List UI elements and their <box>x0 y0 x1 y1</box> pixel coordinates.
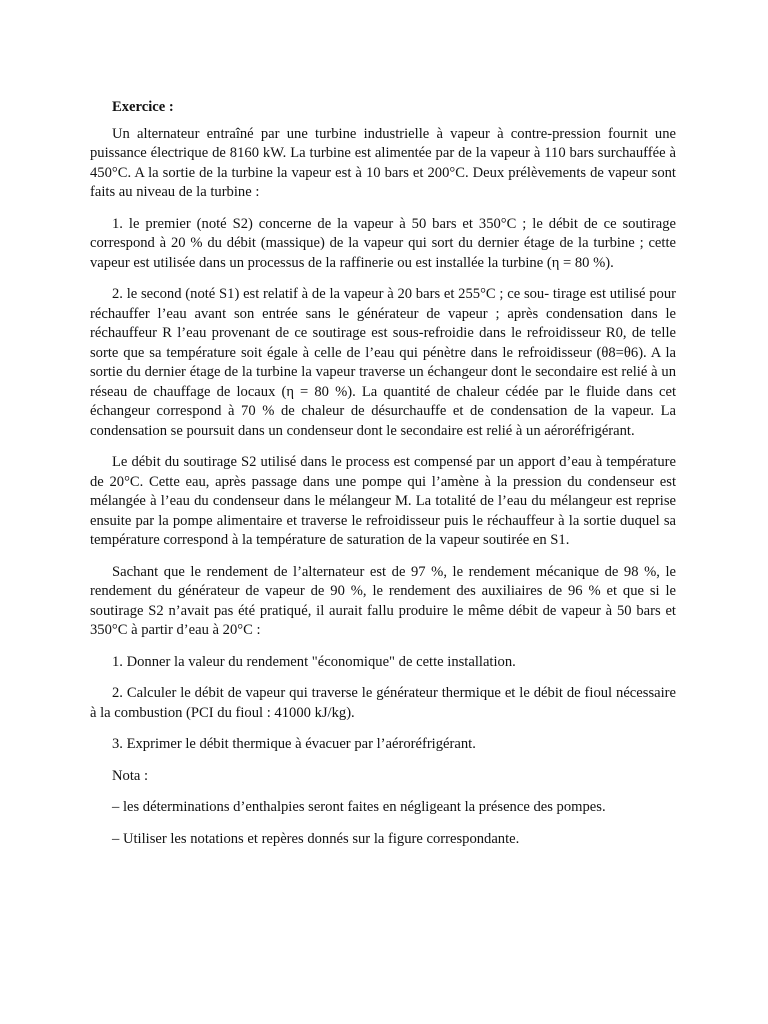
document-page <box>90 98 676 861</box>
item-2-paragraph: 2. le second (noté S1) est relatif à de la vapeur à 20 bars et 255°C ; ce sou- tirage est utilisé pour réchauffer l’eau avant son entrée sans le générateur de vapeur ; après condensation dans le réchauffeur R l’eau provenant de ce soutirage est sous-refroidie dans le refroidisseur R0, de telle sorte que sa température soit égale à celle de l’eau qui pénètre dans le refroidisseur (θ8=θ6). A la sortie du dernier étage de la turbine la vapeur traverse un échangeur dont le secondaire est relié à un réseau de chauffage de locaux (η = 80 %). La quantité de chaleur cédée par le fluide dans cet échangeur correspond à 70 % de chaleur de désurchauffe et de condensation de la vapeur. La condensation se poursuit dans un condenseur dont le secondaire est relié à un aéroréfrigérant. <box>90 286 676 439</box>
paragraph-4: Sachant que le rendement de l’alternateur est de 97 %, le rendement mécanique de 98 %, le rendement du générateur de vapeur de 90 %, le rendement des auxiliaires de 96 % et que si le soutirage S2 n’avait pas été pratiqué, il aurait fallu produire le même débit de vapeur à 50 bars et 350°C à partir d’eau à 20°C : <box>90 563 676 638</box>
intro-paragraph: Un alternateur entraîné par une turbine industrielle à vapeur à contre-pression fournit une puissance électrique de 8160 kW. La turbine est alimentée par de la vapeur à 110 bars surchauffée à 450°C. A la sortie de la turbine la vapeur est à 10 bars et 200°C. Deux prélèvements de vapeur sont faits au niveau de la turbine : <box>90 125 676 200</box>
question-1: 1. Donner la valeur du rendement "économique" de cette installation. <box>112 653 516 670</box>
question-3: 3. Exprimer le débit thermique à évacuer par l’aéroréfrigérant. <box>112 736 476 752</box>
paragraph-3: Le débit du soutirage S2 utilisé dans le process est compensé par un apport d’eau à température de 20°C. Cette eau, après passage dans une pompe qui l’amène à la pression du condenseur est mélangée à l’eau du condenseur dans le mélangeur M. La totalité de l’eau du mélangeur est reprise ensuite par la pompe alimentaire et traverse le refroidisseur puis le réchauffeur à la sortie duquel sa température correspond à la température de saturation de la vapeur soutirée en S1. <box>90 454 676 548</box>
item-1-paragraph: 1. le premier (noté S2) concerne de la vapeur à 50 bars et 350°C ; le débit de ce soutirage correspond à 20 % du débit (massique) de la vapeur qui sort du dernier étage de la turbine ; cette vapeur est utilisée dans un processus de la raffinerie ou est installée la turbine (η = 80 %). <box>90 215 676 271</box>
exercise-title: Exercice : <box>112 99 174 115</box>
nota-line-1: – les déterminations d’enthalpies seront faites en négligeant la présence des pompes. <box>112 799 606 815</box>
nota-line-2: – Utiliser les notations et repères donnés sur la figure correspondante. <box>112 830 520 847</box>
nota-label: Nota : <box>112 767 149 784</box>
question-2: 2. Calculer le débit de vapeur qui traverse le générateur thermique et le débit de fioul nécessaire à la combustion (PCI du fioul : 41000 kJ/kg). <box>90 685 676 721</box>
